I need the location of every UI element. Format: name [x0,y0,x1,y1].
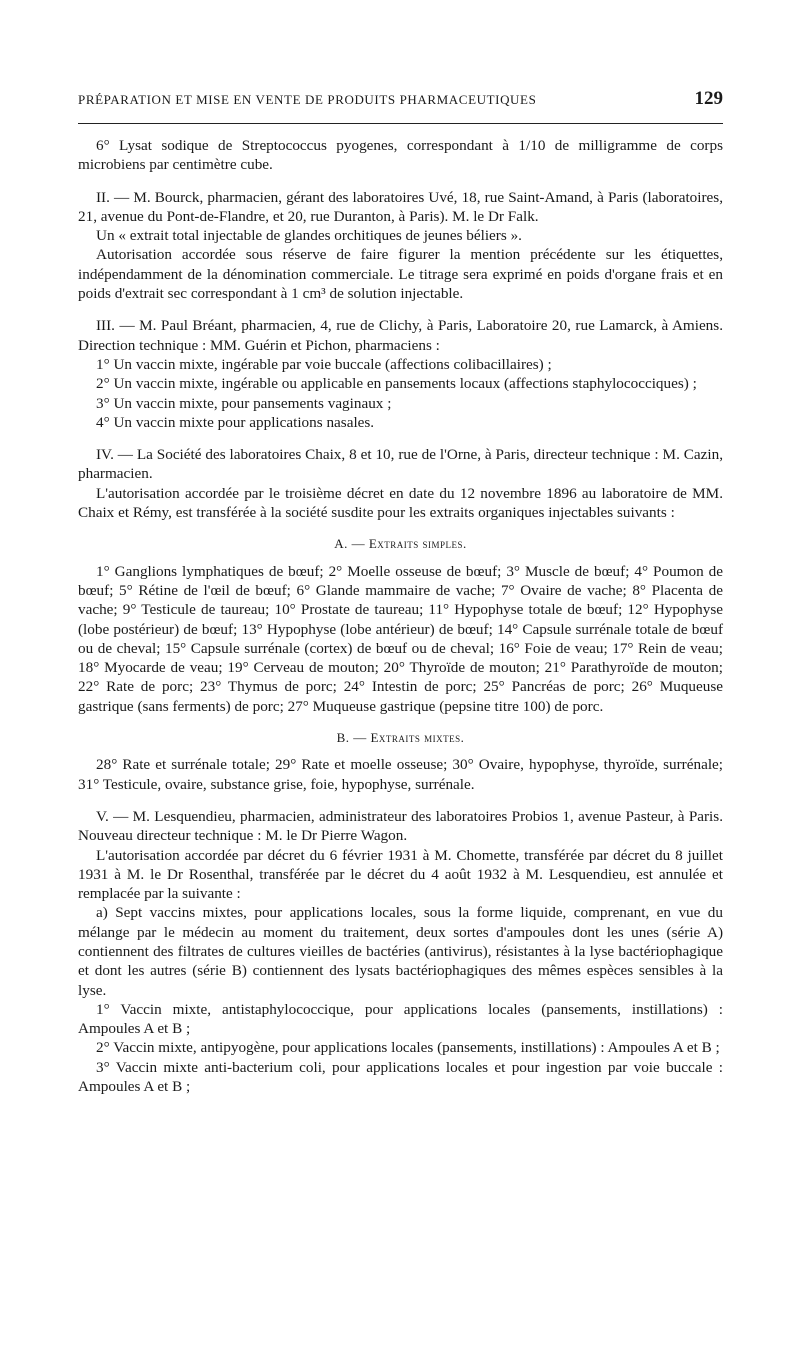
paragraph: 6° Lysat sodique de Streptococcus pyogenes, correspondant à 1/10 de milligramme de corps microbiens par centimètre cube. [78,137,723,174]
paragraph: IV. — La Société des laboratoires Chaix, 8 et 10, rue de l'Orne, à Paris, directeur technique : M. Cazin, pharmacien. [78,446,723,483]
running-header [78,88,723,110]
page-number: 129 [694,88,723,109]
paragraph: L'autorisation accordée par le troisième décret en date du 12 novembre 1896 au laboratoire de MM. Chaix et Rémy, est transférée à la société susdite pour les extraits organiques injectables suivants : [78,484,723,522]
paragraph: II. — M. Bourck, pharmacien, gérant des laboratoires Uvé, 18, rue Saint-Amand, à Paris (laboratoires, 21, avenue du Pont-de-Flandre, et 20, rue Duranton, à Paris). M. le Dr Falk. [78,188,723,225]
paragraph: Autorisation accordée sous réserve de faire figurer la mention précédente sur les étiquettes, indépendamment de la dénomination commerciale. Le titrage sera exprimé en poids d'organe frais et en poids d'extrait sec correspondant à 1 cm³ de solution injectable. [78,246,723,303]
paragraph: 1° Ganglions lymphatiques de bœuf; 2° Moelle osseuse de bœuf; 3° Muscle de bœuf; 4° Poumon de bœuf; 5° Rétine de l'œil de bœuf; 6° Glande mammaire de vache; 7° Ovaire de vache; 8° Placenta de vache; 9° Testicule de taureau; 10° Prostate de taureau; 11° Hypophyse totale de bœuf; 12° Hypophyse (lobe postérieur) de bœuf; 13° Hypophyse (lobe antérieur) de bœuf; 14° Capsule surrénale totale de bœuf ou de cheval; 15° Capsule surrénale (cortex) de bœuf ou de cheval; 16° Foie de veau; 17° Rein de veau; 18° Myocarde de veau; 19° Cerveau de mouton; 20° Thyroïde de mouton; 21° Parathyroïde de mouton; 22° Rate de porc; 23° Thymus de porc; 24° Intestin de porc; 25° Pancréas de porc; 26° Muqueuse gastrique (sans ferments) de porc; 27° Muqueuse gastrique (pepsine titre 100) de porc. [78,562,723,715]
header-title: PRÉPARATION ET MISE EN VENTE DE PRODUITS PHARMACEUTIQUES [78,92,537,107]
document-body [78,136,723,1096]
list-item: 3° Un vaccin mixte, pour pansements vaginaux ; [96,394,392,412]
list-item: 4° Un vaccin mixte pour applications nasales. [96,413,375,431]
list-item: 1° Un vaccin mixte, ingérable par voie buccale (affections colibacillaires) ; [96,355,552,373]
list-item: 1° Vaccin mixte, antistaphylococcique, pour applications locales (pansements, instillations) : Ampoules A et B ; [78,1000,723,1038]
list-item: 2° Vaccin mixte, antipyogène, pour applications locales (pansements, instillations) : Ampoules A et B ; [96,1039,720,1057]
paragraph: Un « extrait total injectable de glandes orchitiques de jeunes béliers ». [96,227,522,245]
paragraph: III. — M. Paul Bréant, pharmacien, 4, rue de Clichy, à Paris, Laboratoire 20, rue Lamarck, à Amiens. Direction technique : MM. Guérin et Pichon, pharmaciens : [78,317,723,354]
section-heading: A. — Extraits simples. [334,536,467,552]
header-rule [78,123,723,124]
paragraph: V. — M. Lesquendieu, pharmacien, administrateur des laboratoires Probios 1, avenue Pasteur, à Paris. Nouveau directeur technique : M. le Dr Pierre Wagon. [78,807,723,845]
list-item: 2° Un vaccin mixte, ingérable ou applicable en pansements locaux (affections staphylococciques) ; [96,375,697,393]
paragraph: L'autorisation accordée par décret du 6 février 1931 à M. Chomette, transférée par décret du 8 juillet 1931 à M. le Dr Rosenthal, transférée par le décret du 4 août 1932 à M. Lesquendieu, est annulée et remplacée par la suivante : [78,846,723,903]
list-item: 3° Vaccin mixte anti-bacterium coli, pour applications locales et pour ingestion par voie buccale : Ampoules A et B ; [78,1058,723,1096]
paragraph: 28° Rate et surrénale totale; 29° Rate et moelle osseuse; 30° Ovaire, hypophyse, thyroïde, surrénale; 31° Testicule, ovaire, substance grise, foie, hypophyse, surrénale. [78,756,723,793]
paragraph: a) Sept vaccins mixtes, pour applications locales, sous la forme liquide, comprenant, en vue du mélange par le médecin au moment du traitement, deux sortes d'ampoules dont les unes (série A) contiennent des filtrates de cultures vieilles de bactéries (antivirus), résistantes à la lyse bactériophagique et dont les autres (série B) contiennent des lysats bactériophagiques des mêmes espèces sensibles à la lyse. [78,904,723,999]
document-page [78,88,723,1096]
section-heading: B. — Extraits mixtes. [336,730,465,746]
